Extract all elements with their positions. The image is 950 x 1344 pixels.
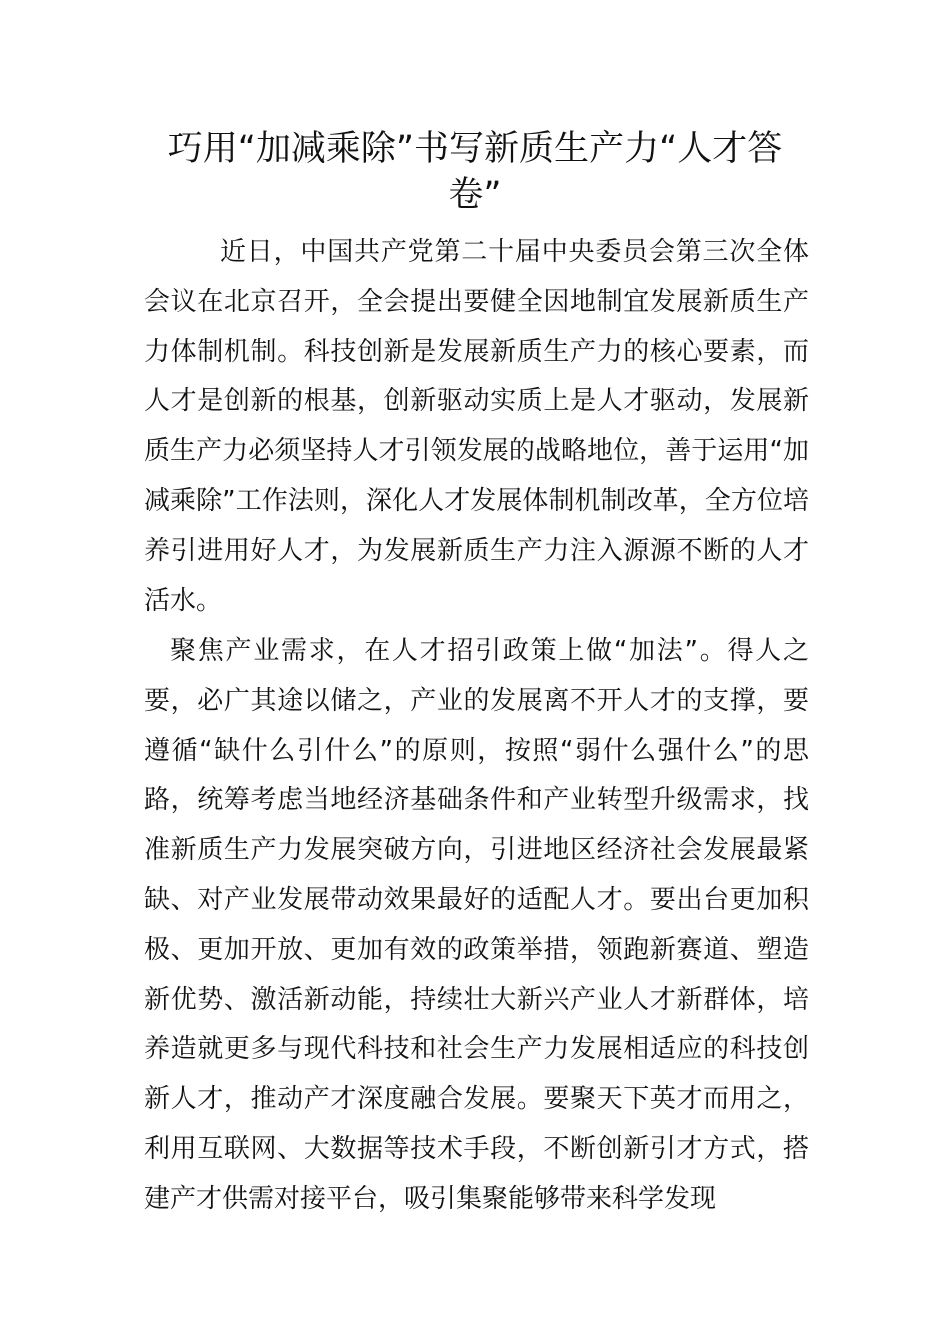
paragraph-2: 聚焦产业需求，在人才招引政策上做“加法”。得人之要，必广其途以储之，产业的发展离不开人才的支撑，要遵循“缺什么引什么”的原则，按照“弱什么强什么”的思路，统筹考虑当地经济基础条件和产业转型升级需求，找准新质生产力发展突破方向，引进地区经济社会发展最紧缺、对产业发展带动效果最好的适配人才。要出台更加积极、更加开放、更加有效的政策举措，领跑新赛道、塑造新优势、激活新动能，持续壮大新兴产业人才新群体，培养造就更多与现代科技和社会生产力发展相适应的科技创新人才，推动产才深度融合发展。要聚天下英才而用之，利用互联网、大数据等技术手段，不断创新引才方式，搭建产才供需对接平台，吸引集聚能够带来科学发现 bbox=[144, 636, 809, 1214]
document-title: 巧用“加减乘除”书写新质生产力“人才答卷” bbox=[167, 129, 783, 215]
paragraph-1: 近日，中国共产党第二十届中央委员会第三次全体会议在北京召开，全会提出要健全因地制宜发展新质生产力体制机制。科技创新是发展新质生产力的核心要素，而人才是创新的根基，创新驱动实质上是人才驱动，发展新质生产力必须坚持人才引领发展的战略地位，善于运用“加减乘除”工作法则，深化人才发展体制机制改革，全方位培养引进用好人才，为发展新质生产力注入源源不断的人才活水。 bbox=[144, 237, 809, 616]
